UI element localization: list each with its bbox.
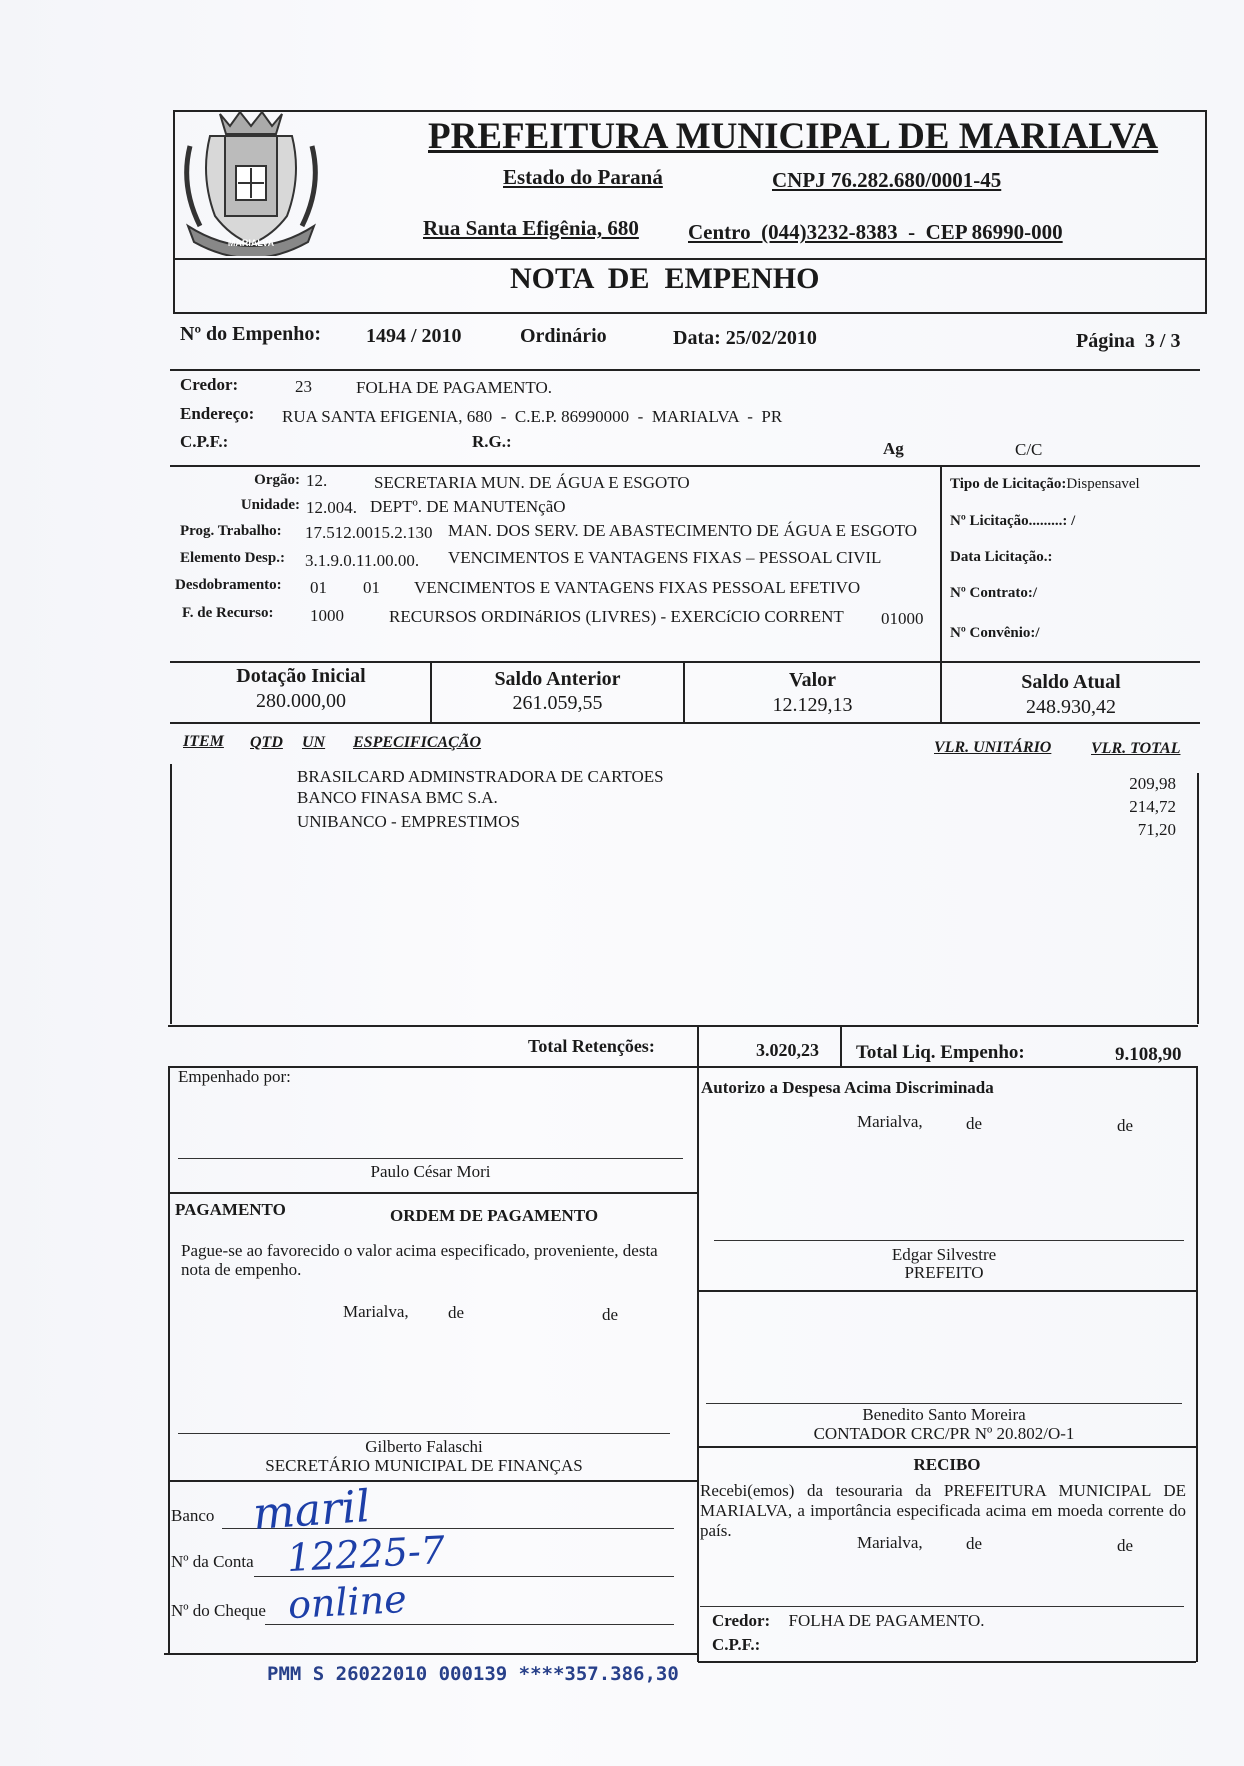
licitacao-data: Data Licitação.: — [950, 549, 1053, 565]
balance-dotacao-value: 280.000,00 — [256, 690, 346, 712]
licitacao-numero: Nº Licitação.........: / — [950, 513, 1076, 529]
desdob-code2: 01 — [363, 578, 380, 597]
empenho-date: Data: 25/02/2010 — [673, 327, 817, 349]
licitacao-convenio: Nº Convênio:/ — [950, 625, 1040, 641]
recurso-label: F. de Recurso: — [182, 605, 274, 621]
pagamento-role: SECRETÁRIO MUNICIPAL DE FINANÇAS — [265, 1456, 583, 1475]
conta-handwriting: 12225-7 — [285, 1527, 446, 1581]
empenhado-signer: Paulo César Mori — [370, 1162, 491, 1181]
pagamento-text: Pague-se ao favorecido o valor acima especificado, proveniente, desta nota de empenho. — [181, 1241, 658, 1279]
rg-label: R.G.: — [472, 432, 512, 451]
pagamento-signer: Gilberto Falaschi — [365, 1437, 483, 1456]
credor-name: FOLHA DE PAGAMENTO. — [356, 378, 552, 397]
conta-label: Nº da Conta — [171, 1552, 254, 1571]
desdob-label: Desdobramento: — [175, 577, 282, 593]
doc-title: NOTA DE EMPENHO — [510, 262, 820, 295]
item-total-1: 209,98 — [1129, 774, 1176, 793]
balance-anterior-label: Saldo Anterior — [494, 668, 621, 690]
crest-text: MARIALVA — [227, 238, 275, 248]
pagamento-city: Marialva, — [343, 1302, 409, 1321]
items-header-item: ITEM — [183, 733, 224, 750]
pagamento-ordem: ORDEM DE PAGAMENTO — [390, 1206, 599, 1225]
pagamento-de1: de — [448, 1303, 465, 1322]
retencoes-label: Total Retenções: — [528, 1036, 655, 1056]
page-title: PREFEITURA MUNICIPAL DE MARIALVA — [428, 116, 1159, 157]
address-label: Rua Santa Efigênia, 680 — [423, 216, 639, 240]
items-header-qtd: QTD — [250, 734, 283, 751]
balance-atual-label: Saldo Atual — [1021, 671, 1121, 693]
recibo-cpf-label: C.P.F.: — [712, 1635, 761, 1654]
item-total-2: 214,72 — [1129, 797, 1176, 816]
orgao-code: 12. — [306, 471, 328, 490]
cpf-label: C.P.F.: — [180, 432, 229, 451]
banco-handwriting: maril — [251, 1480, 372, 1541]
crest-logo — [180, 106, 322, 256]
banco-label: Banco — [171, 1506, 215, 1525]
contador-role: CONTADOR CRC/PR Nº 20.802/O-1 — [813, 1424, 1075, 1443]
desdob-code1: 01 — [310, 578, 327, 597]
contact-label: Centro (044)3232-8383 - CEP 86990-000 — [688, 220, 1063, 244]
unidade-label: Unidade: — [240, 497, 300, 513]
cheque-handwriting: online — [286, 1576, 408, 1628]
licitacao-tipo-label: Tipo de Licitação: — [950, 476, 1067, 492]
autorizo-signer: Edgar Silvestre — [891, 1245, 997, 1264]
balance-dotacao-label: Dotação Inicial — [236, 665, 366, 687]
items-header-spec: ESPECIFICAÇÃO — [353, 734, 482, 751]
credor-label: Credor: — [180, 375, 239, 394]
item-spec-2: BANCO FINASA BMC S.A. — [297, 788, 498, 807]
contador-signer: Benedito Santo Moreira — [862, 1405, 1026, 1424]
items-header-total: VLR. TOTAL — [1091, 740, 1181, 757]
cc-label: C/C — [1015, 440, 1043, 459]
recibo-title: RECIBO — [913, 1455, 981, 1474]
prog-name: MAN. DOS SERV. DE ABASTECIMENTO DE ÁGUA E ESGOTO — [448, 521, 918, 540]
empenho-type: Ordinário — [520, 325, 607, 347]
cheque-label: Nº do Cheque — [171, 1601, 266, 1620]
ag-label: Ag — [883, 439, 904, 458]
orgao-name: SECRETARIA MUN. DE ÁGUA E ESGOTO — [374, 473, 690, 492]
desdob-name: VENCIMENTOS E VANTAGENS FIXAS PESSOAL EFETIVO — [414, 578, 861, 597]
recurso-code: 1000 — [310, 606, 344, 625]
empenho-number-label: Nº do Empenho: — [180, 323, 322, 345]
elemento-code: 3.1.9.0.11.00.00. — [305, 551, 420, 570]
liquido-label: Total Liq. Empenho: — [856, 1042, 1025, 1063]
pagamento-de2: de — [602, 1305, 619, 1324]
autorizo-city: Marialva, — [857, 1112, 923, 1131]
unidade-code: 12.004. — [306, 498, 357, 517]
autorizo-de1: de — [966, 1114, 983, 1133]
endereco-value: RUA SANTA EFIGENIA, 680 - C.E.P. 86990000 - MARIALVA - PR — [282, 407, 783, 426]
liquido-value: 9.108,90 — [1115, 1044, 1182, 1065]
recibo-de2: de — [1117, 1536, 1134, 1555]
page-number: Página 3 / 3 — [1076, 330, 1181, 352]
recurso-name: RECURSOS ORDINáRIOS (LIVRES) - EXERCíCIO CORRENT — [389, 607, 844, 626]
elemento-name: VENCIMENTOS E VANTAGENS FIXAS – PESSOAL CIVIL — [448, 548, 882, 567]
state-label: Estado do Paraná — [503, 165, 663, 189]
prog-code: 17.512.0015.2.130 — [305, 523, 433, 542]
endereco-label: Endereço: — [180, 404, 255, 423]
item-spec-3: UNIBANCO - EMPRESTIMOS — [297, 812, 520, 831]
balance-anterior-value: 261.059,55 — [512, 692, 603, 714]
recibo-credor-value: FOLHA DE PAGAMENTO. — [788, 1611, 985, 1630]
pagamento-label: PAGAMENTO — [175, 1200, 286, 1219]
cnpj-label: CNPJ 76.282.680/0001-45 — [772, 168, 1002, 192]
recibo-credor — [712, 1611, 984, 1631]
items-header-unit: VLR. UNITÁRIO — [934, 739, 1052, 756]
autorizo-label: Autorizo a Despesa Acima Discriminada — [701, 1078, 994, 1097]
items-header-un: UN — [302, 734, 326, 751]
credor-code: 23 — [295, 377, 312, 396]
recibo-credor-label: Credor: — [712, 1611, 771, 1630]
recurso-extra: 01000 — [881, 609, 924, 628]
prog-label: Prog. Trabalho: — [180, 523, 282, 539]
balance-atual-value: 248.930,42 — [1026, 696, 1116, 718]
recibo-city: Marialva, — [857, 1533, 923, 1552]
orgao-label: Orgão: — [254, 472, 300, 488]
elemento-label: Elemento Desp.: — [180, 550, 285, 566]
empenhado-label: Empenhado por: — [178, 1067, 291, 1086]
autorizo-role: PREFEITO — [904, 1263, 984, 1282]
item-spec-1: BRASILCARD ADMINSTRADORA DE CARTOES — [297, 767, 664, 786]
balance-valor-value: 12.129,13 — [772, 694, 853, 716]
unidade-name: DEPTº. DE MANUTENçãO — [370, 497, 566, 516]
recibo-de1: de — [966, 1534, 983, 1553]
retencoes-value: 3.020,23 — [756, 1040, 819, 1060]
item-total-3: 71,20 — [1137, 820, 1176, 839]
licitacao-tipo-value: Dispensavel — [1066, 476, 1140, 492]
autorizo-de2: de — [1117, 1116, 1134, 1135]
balance-valor-label: Valor — [788, 669, 837, 691]
licitacao-contrato: Nº Contrato:/ — [950, 585, 1038, 601]
payment-stamp: PMM S 26022010 000139 ****357.386,30 — [267, 1663, 679, 1685]
recibo-text: Recebi(emos) da tesouraria da PREFEITURA MUNICIPAL DE MARIALVA, a importância especificada acima em moeda corrente do país. — [700, 1481, 1186, 1540]
empenho-number: 1494 / 2010 — [366, 325, 462, 347]
licitacao-tipo — [950, 476, 1140, 493]
